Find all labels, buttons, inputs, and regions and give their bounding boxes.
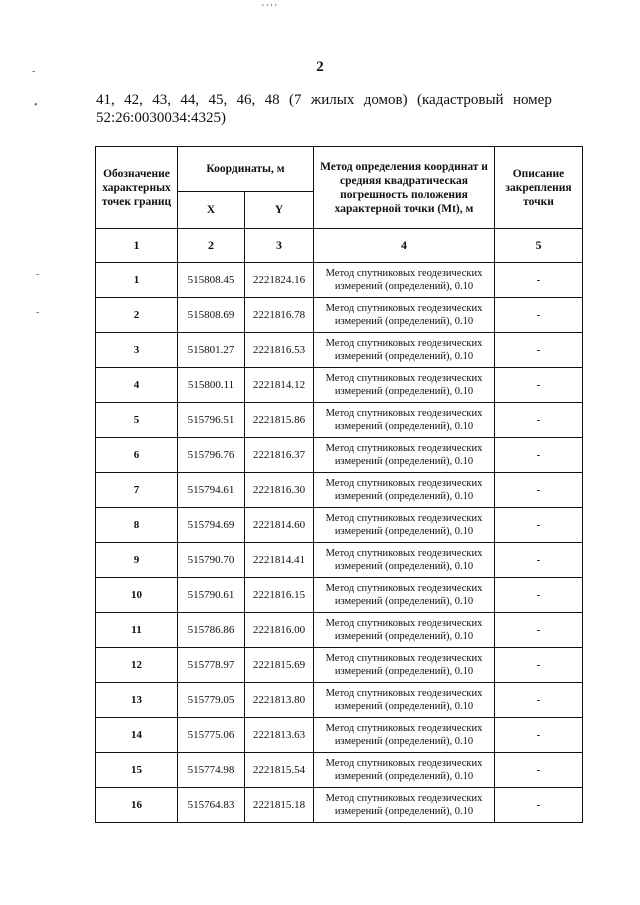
description-cell: - [495, 263, 583, 298]
description-cell: - [495, 718, 583, 753]
intro-word: 46, [236, 92, 256, 108]
column-number: 5 [495, 229, 583, 263]
table-row [96, 333, 583, 368]
y-coordinate-cell: 2221816.00 [245, 613, 314, 648]
column-number: 2 [178, 229, 245, 263]
x-coordinate-cell: 515808.69 [178, 298, 245, 333]
x-coordinate-cell: 515786.86 [178, 613, 245, 648]
method-cell: Метод спутниковых геодезических измерений (определений), 0.10 [314, 333, 495, 368]
method-cell: Метод спутниковых геодезических измерений (определений), 0.10 [314, 543, 495, 578]
intro-word: 44, [180, 92, 200, 108]
method-cell: Метод спутниковых геодезических измерений (определений), 0.10 [314, 718, 495, 753]
intro-word: домов) [363, 92, 408, 108]
header-designation: Обозначение характерных точек границ [96, 147, 178, 229]
intro-word: 43, [152, 92, 171, 108]
intro-word: 41, [96, 92, 115, 108]
point-number-cell: 7 [96, 473, 178, 508]
y-coordinate-cell: 2221816.30 [245, 473, 314, 508]
y-coordinate-cell: 2221815.86 [245, 403, 314, 438]
method-cell: Метод спутниковых геодезических измерений (определений), 0.10 [314, 578, 495, 613]
point-number-cell: 12 [96, 648, 178, 683]
intro-word: 48 [264, 92, 280, 108]
y-coordinate-cell: 2221816.37 [245, 438, 314, 473]
table-row [96, 508, 583, 543]
x-coordinate-cell: 515779.05 [178, 683, 245, 718]
point-number-cell: 8 [96, 508, 178, 543]
description-cell: - [495, 403, 583, 438]
scan-artifact-marks: ' ' ' ' [262, 3, 277, 14]
x-coordinate-cell: 515796.76 [178, 438, 245, 473]
method-cell: Метод спутниковых геодезических измерений (определений), 0.10 [314, 298, 495, 333]
y-coordinate-cell: 2221814.12 [245, 368, 314, 403]
y-coordinate-cell: 2221816.15 [245, 578, 314, 613]
column-number: 4 [314, 229, 495, 263]
x-coordinate-cell: 515796.51 [178, 403, 245, 438]
method-cell: Метод спутниковых геодезических измерений (определений), 0.10 [314, 403, 495, 438]
point-number-cell: 16 [96, 788, 178, 823]
table-body [96, 263, 583, 823]
x-coordinate-cell: 515808.45 [178, 263, 245, 298]
y-coordinate-cell: 2221815.54 [245, 753, 314, 788]
column-numbers-row [96, 229, 583, 263]
y-coordinate-cell: 2221814.41 [245, 543, 314, 578]
point-number-cell: 1 [96, 263, 178, 298]
table-row [96, 298, 583, 333]
table-row [96, 543, 583, 578]
description-cell: - [495, 473, 583, 508]
table-row [96, 718, 583, 753]
intro-word: (7 [289, 92, 302, 108]
x-coordinate-cell: 515790.61 [178, 578, 245, 613]
table-row [96, 578, 583, 613]
intro-word: (кадастровый [416, 92, 504, 108]
point-number-cell: 4 [96, 368, 178, 403]
y-coordinate-cell: 2221815.69 [245, 648, 314, 683]
header-coordinates: Координаты, м [178, 147, 314, 192]
point-number-cell: 5 [96, 403, 178, 438]
table-row [96, 648, 583, 683]
x-coordinate-cell: 515794.69 [178, 508, 245, 543]
header-description: Описание закрепления точки [495, 147, 583, 229]
table-row [96, 473, 583, 508]
description-cell: - [495, 438, 583, 473]
y-coordinate-cell: 2221816.53 [245, 333, 314, 368]
description-cell: - [495, 753, 583, 788]
x-coordinate-cell: 515778.97 [178, 648, 245, 683]
scan-speck: - [36, 269, 40, 280]
y-coordinate-cell: 2221813.63 [245, 718, 314, 753]
description-cell: - [495, 578, 583, 613]
point-number-cell: 6 [96, 438, 178, 473]
scan-speck: • [34, 100, 38, 111]
description-cell: - [495, 613, 583, 648]
description-cell: - [495, 683, 583, 718]
method-cell: Метод спутниковых геодезических измерений (определений), 0.10 [314, 368, 495, 403]
point-number-cell: 14 [96, 718, 178, 753]
table-row [96, 403, 583, 438]
header-y: Y [245, 192, 314, 229]
method-cell: Метод спутниковых геодезических измерений (определений), 0.10 [314, 508, 495, 543]
header-x: X [178, 192, 245, 229]
x-coordinate-cell: 515794.61 [178, 473, 245, 508]
table-row [96, 683, 583, 718]
x-coordinate-cell: 515774.98 [178, 753, 245, 788]
column-number: 1 [96, 229, 178, 263]
point-number-cell: 9 [96, 543, 178, 578]
point-number-cell: 13 [96, 683, 178, 718]
description-cell: - [495, 368, 583, 403]
method-cell: Метод спутниковых геодезических измерений (определений), 0.10 [314, 473, 495, 508]
intro-paragraph [96, 91, 552, 127]
scan-speck: - [32, 66, 36, 77]
method-cell: Метод спутниковых геодезических измерений (определений), 0.10 [314, 263, 495, 298]
intro-word: жилых [310, 92, 355, 108]
point-number-cell: 15 [96, 753, 178, 788]
intro-line-2: 52:26:0030034:4325) [96, 110, 226, 126]
intro-line-1 [96, 91, 552, 109]
table-row [96, 368, 583, 403]
x-coordinate-cell: 515775.06 [178, 718, 245, 753]
method-cell: Метод спутниковых геодезических измерений (определений), 0.10 [314, 683, 495, 718]
table-row [96, 788, 583, 823]
x-coordinate-cell: 515790.70 [178, 543, 245, 578]
intro-word: номер [512, 92, 552, 108]
method-cell: Метод спутниковых геодезических измерений (определений), 0.10 [314, 788, 495, 823]
description-cell: - [495, 648, 583, 683]
table-row [96, 753, 583, 788]
point-number-cell: 11 [96, 613, 178, 648]
table-row [96, 438, 583, 473]
point-number-cell: 10 [96, 578, 178, 613]
table-row [96, 613, 583, 648]
header-method: Метод определения координат и средняя квадратическая погрешность положения характерной точки (Mt), м [314, 147, 495, 229]
description-cell: - [495, 298, 583, 333]
boundary-points-table [95, 146, 583, 823]
method-cell: Метод спутниковых геодезических измерений (определений), 0.10 [314, 648, 495, 683]
point-number-cell: 2 [96, 298, 178, 333]
column-number: 3 [245, 229, 314, 263]
intro-word: 42, [124, 92, 143, 108]
description-cell: - [495, 508, 583, 543]
x-coordinate-cell: 515764.83 [178, 788, 245, 823]
x-coordinate-cell: 515800.11 [178, 368, 245, 403]
point-number-cell: 3 [96, 333, 178, 368]
description-cell: - [495, 788, 583, 823]
method-cell: Метод спутниковых геодезических измерений (определений), 0.10 [314, 753, 495, 788]
method-cell: Метод спутниковых геодезических измерений (определений), 0.10 [314, 613, 495, 648]
y-coordinate-cell: 2221814.60 [245, 508, 314, 543]
method-cell: Метод спутниковых геодезических измерений (определений), 0.10 [314, 438, 495, 473]
page-number: 2 [316, 59, 324, 75]
table-row [96, 263, 583, 298]
description-cell: - [495, 543, 583, 578]
y-coordinate-cell: 2221815.18 [245, 788, 314, 823]
intro-word: 45, [208, 92, 228, 108]
y-coordinate-cell: 2221816.78 [245, 298, 314, 333]
description-cell: - [495, 333, 583, 368]
y-coordinate-cell: 2221824.16 [245, 263, 314, 298]
scan-speck: - [36, 307, 40, 318]
x-coordinate-cell: 515801.27 [178, 333, 245, 368]
y-coordinate-cell: 2221813.80 [245, 683, 314, 718]
